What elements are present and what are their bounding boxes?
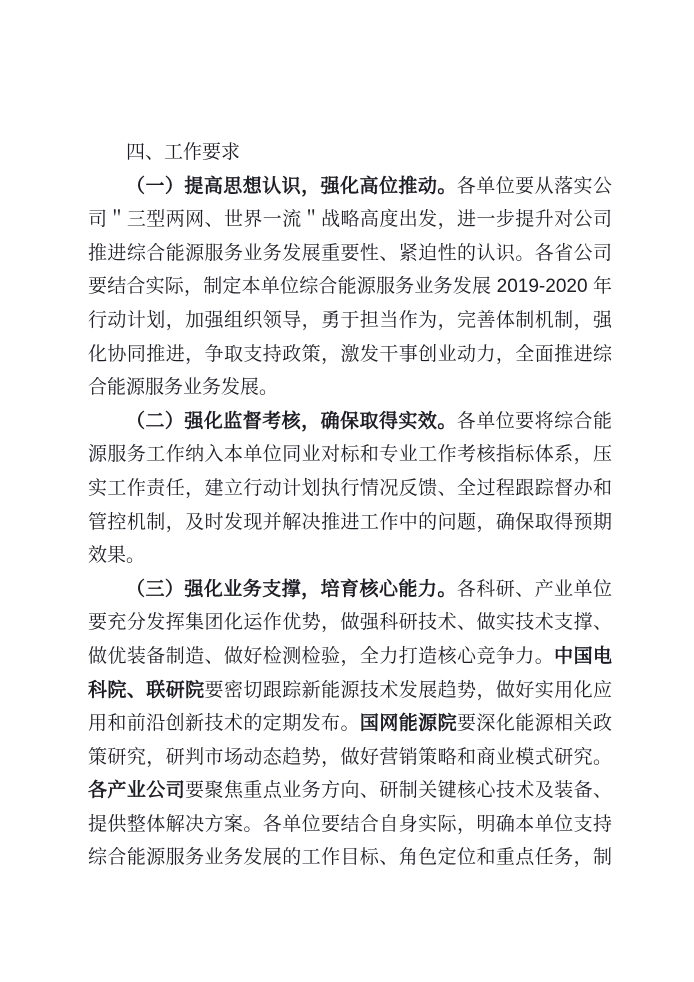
text-line [88,674,612,708]
text-line [88,338,612,372]
text-run: 综合能源服务业务发展的工作目标、角色定位和重点任务，制 [88,847,612,869]
text-run: 实工作责任，建立行动计划执行情况反馈、全过程跟踪督办和 [88,477,612,499]
text-line [88,606,612,640]
text-line [88,304,612,338]
text-run: 管控机制，及时发现并解决推进工作中的问题，确保取得预期 [88,511,612,533]
text-run: 各科研、产业单位 [456,578,612,600]
bold-text-run: （一）提高思想认识，强化高位推动。 [126,175,457,197]
text-run: 提供整体解决方案。各单位要结合自身实际，明确本单位支持 [88,813,612,835]
text-line [88,808,612,842]
text-line [88,203,612,237]
bold-text-run: （二）强化监督考核，确保取得实效。 [126,410,457,432]
text-run: 要结合实际，制定本单位综合能源服务业务发展 2019-2020 年 [88,276,612,298]
text-run: 源服务工作纳入本单位同业对标和专业工作考核指标体系，压 [88,444,612,466]
text-block [88,136,612,875]
text-run: 要深化能源相关政 [457,713,612,735]
text-run: 要聚焦重点业务方向、研制关键核心技术及装备、 [185,780,612,802]
bold-text-run: 国网能源院 [359,713,458,735]
text-line [88,237,612,271]
section-heading [88,136,612,170]
text-run: 各单位要将综合能 [456,410,612,432]
text-line [88,371,612,405]
text-line [88,741,612,775]
text-run: 要充分发挥集团化运作优势，做强科研技术、做实技术支撑、 [88,612,612,634]
text-line [88,170,612,204]
text-line [88,539,612,573]
text-run: 行动计划，加强组织领导，勇于担当作为，完善体制机制，强 [88,309,612,331]
text-run: 化协同推进，争取支持政策，激发干事创业动力，全面推进综 [88,343,612,365]
text-run: 各单位要从落实公 [456,175,612,197]
text-run: 用和前沿创新技术的定期发布。 [88,713,360,735]
text-run: 策研究，研判市场动态趋势，做好营销策略和商业模式研究。 [88,746,612,768]
bold-text-run: 中国电 [554,645,612,667]
bold-text-run: （三）强化业务支撑，培育核心能力。 [126,578,457,600]
text-line [88,506,612,540]
text-run: 做优装备制造、做好检测检验，全力打造核心竞争力。 [88,645,555,667]
text-line [88,405,612,439]
text-run: 推进综合能源服务业务发展重要性、紧迫性的认识。各省公司 [88,242,612,264]
text-run: 合能源服务业务发展。 [88,377,279,399]
text-line [88,438,612,472]
text-run: 司＂三型两网、世界一流＂战略高度出发，进一步提升对公司 [88,209,612,231]
text-line [88,472,612,506]
text-line [88,707,612,741]
text-run: 效果。 [88,545,146,567]
text-run: 要密切跟踪新能源技术发展趋势，做好实用化应 [204,679,612,701]
text-line [88,774,612,808]
text-line [88,841,612,875]
bold-text-run: 各产业公司 [88,780,186,802]
text-run: 四、工作要求 [126,142,241,163]
text-line [88,640,612,674]
text-line [88,270,612,304]
bold-text-run: 科院、联研院 [88,679,205,701]
text-line [88,573,612,607]
